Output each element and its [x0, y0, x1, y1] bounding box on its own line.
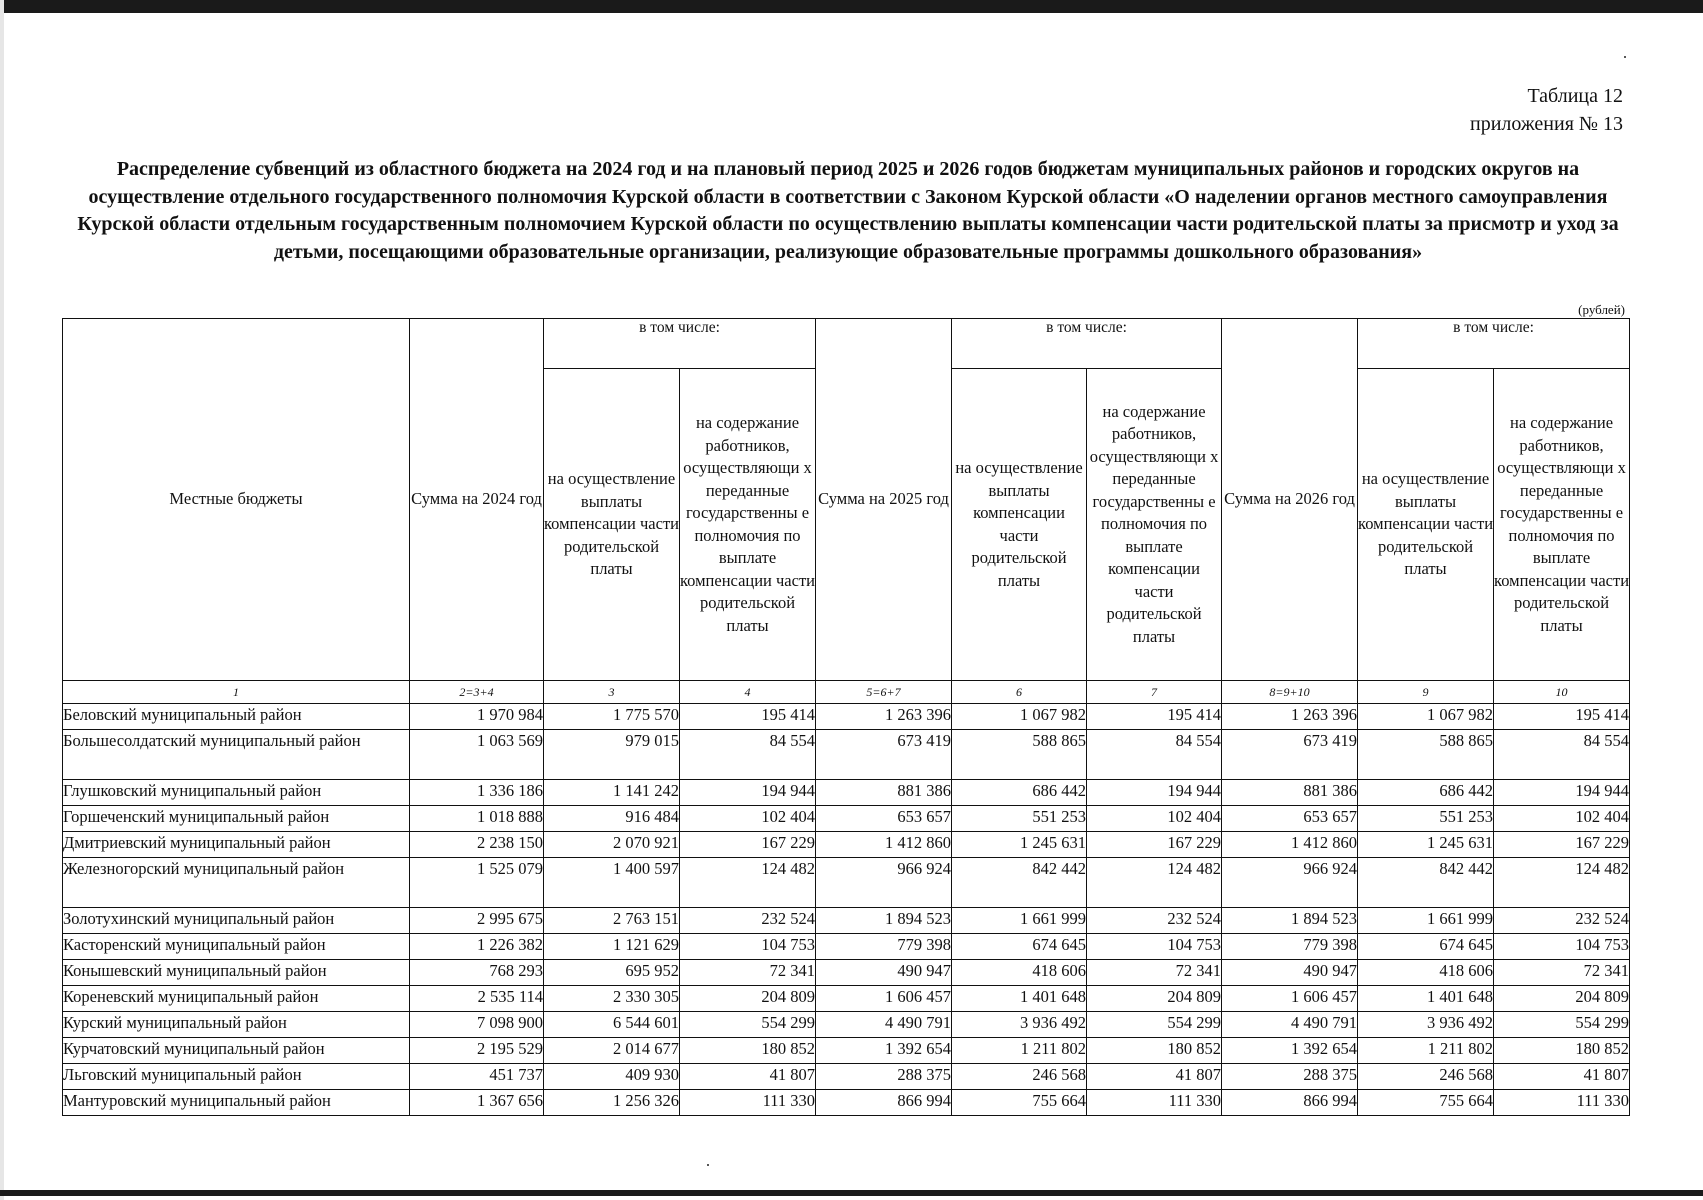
scan-speck — [707, 1164, 709, 1166]
column-number-5: 5=6+7 — [816, 681, 952, 704]
amount-cell: 554 299 — [1494, 1012, 1630, 1038]
amount-cell: 1 226 382 — [410, 934, 544, 960]
table-row — [63, 1090, 1630, 1116]
municipality-name: Конышевский муниципальный район — [63, 960, 410, 986]
table-row — [63, 934, 1630, 960]
municipality-name: Мантуровский муниципальный район — [63, 1090, 410, 1116]
amount-cell: 588 865 — [952, 730, 1087, 780]
amount-cell: 1 141 242 — [544, 780, 680, 806]
amount-cell: 842 442 — [952, 858, 1087, 908]
amount-cell: 554 299 — [1087, 1012, 1222, 1038]
amount-cell: 779 398 — [816, 934, 952, 960]
amount-cell: 1 121 629 — [544, 934, 680, 960]
amount-cell: 1 336 186 — [410, 780, 544, 806]
amount-cell: 1 263 396 — [816, 704, 952, 730]
column-number-7: 7 — [1087, 681, 1222, 704]
header-sum-2026: Сумма на 2026 год — [1222, 319, 1358, 681]
amount-cell: 102 404 — [1494, 806, 1630, 832]
amount-cell: 102 404 — [1087, 806, 1222, 832]
municipality-name: Льговский муниципальный район — [63, 1064, 410, 1090]
column-number-3: 3 — [544, 681, 680, 704]
municipality-name: Кореневский муниципальный район — [63, 986, 410, 1012]
municipality-name: Курский муниципальный район — [63, 1012, 410, 1038]
header-local-budgets: Местные бюджеты — [63, 319, 410, 681]
amount-cell: 167 229 — [1087, 832, 1222, 858]
amount-cell: 673 419 — [816, 730, 952, 780]
column-number-9: 9 — [1358, 681, 1494, 704]
header-staff-2025: на содержание работников, осуществляющи х переданные государственны е полномочия по выплате компенсации части родительской платы — [1087, 369, 1222, 681]
amount-cell: 167 229 — [680, 832, 816, 858]
header-sum-2025: Сумма на 2025 год — [816, 319, 952, 681]
header-staff-2026: на содержание работников, осуществляющи х переданные государственны е полномочия по выплате компенсации части родительской платы — [1494, 369, 1630, 681]
scan-border-bottom — [0, 1190, 1703, 1196]
amount-cell: 1 367 656 — [410, 1090, 544, 1116]
municipality-name: Глушковский муниципальный район — [63, 780, 410, 806]
amount-cell: 418 606 — [952, 960, 1087, 986]
amount-cell: 1 606 457 — [816, 986, 952, 1012]
table-row — [63, 908, 1630, 934]
amount-cell: 1 661 999 — [1358, 908, 1494, 934]
amount-cell: 1 256 326 — [544, 1090, 680, 1116]
amount-cell: 246 568 — [952, 1064, 1087, 1090]
amount-cell: 1 392 654 — [816, 1038, 952, 1064]
units-label: (рублей) — [1578, 302, 1625, 317]
amount-cell: 3 936 492 — [1358, 1012, 1494, 1038]
amount-cell: 195 414 — [1494, 704, 1630, 730]
amount-cell: 1 401 648 — [1358, 986, 1494, 1012]
table-row — [63, 858, 1630, 908]
amount-cell: 84 554 — [680, 730, 816, 780]
amount-cell: 232 524 — [1494, 908, 1630, 934]
amount-cell: 195 414 — [680, 704, 816, 730]
column-number-2: 2=3+4 — [410, 681, 544, 704]
amount-cell: 72 341 — [680, 960, 816, 986]
header-staff-2024: на содержание работников, осуществляющи х переданные государственны е полномочия по выплате компенсации части родительской платы — [680, 369, 816, 681]
amount-cell: 866 994 — [816, 1090, 952, 1116]
amount-cell: 1 412 860 — [816, 832, 952, 858]
amount-cell: 674 645 — [1358, 934, 1494, 960]
amount-cell: 695 952 — [544, 960, 680, 986]
amount-cell: 2 995 675 — [410, 908, 544, 934]
amount-cell: 2 238 150 — [410, 832, 544, 858]
table-row — [63, 1012, 1630, 1038]
amount-cell: 102 404 — [680, 806, 816, 832]
amount-cell: 124 482 — [1494, 858, 1630, 908]
amount-cell: 686 442 — [1358, 780, 1494, 806]
amount-cell: 686 442 — [952, 780, 1087, 806]
scan-border-top — [0, 0, 1703, 13]
amount-cell: 966 924 — [1222, 858, 1358, 908]
amount-cell: 84 554 — [1087, 730, 1222, 780]
amount-cell: 180 852 — [680, 1038, 816, 1064]
amount-cell: 842 442 — [1358, 858, 1494, 908]
column-number-8: 8=9+10 — [1222, 681, 1358, 704]
amount-cell: 72 341 — [1087, 960, 1222, 986]
amount-cell: 1 525 079 — [410, 858, 544, 908]
table-row — [63, 1064, 1630, 1090]
amount-cell: 588 865 — [1358, 730, 1494, 780]
amount-cell: 866 994 — [1222, 1090, 1358, 1116]
amount-cell: 768 293 — [410, 960, 544, 986]
amount-cell: 4 490 791 — [816, 1012, 952, 1038]
amount-cell: 418 606 — [1358, 960, 1494, 986]
municipality-name: Горшеченский муниципальный район — [63, 806, 410, 832]
table-row — [63, 806, 1630, 832]
amount-cell: 554 299 — [680, 1012, 816, 1038]
amount-cell: 41 807 — [680, 1064, 816, 1090]
municipality-name: Золотухинский муниципальный район — [63, 908, 410, 934]
amount-cell: 288 375 — [1222, 1064, 1358, 1090]
amount-cell: 204 809 — [680, 986, 816, 1012]
amount-cell: 167 229 — [1494, 832, 1630, 858]
amount-cell: 2 763 151 — [544, 908, 680, 934]
amount-cell: 194 944 — [1494, 780, 1630, 806]
table-row — [63, 780, 1630, 806]
municipality-name: Касторенский муниципальный район — [63, 934, 410, 960]
amount-cell: 1 970 984 — [410, 704, 544, 730]
column-number-4: 4 — [680, 681, 816, 704]
amount-cell: 755 664 — [1358, 1090, 1494, 1116]
scan-speck — [1624, 56, 1626, 58]
column-numbers-row — [63, 681, 1630, 704]
amount-cell: 1 894 523 — [816, 908, 952, 934]
table-reference — [1470, 82, 1623, 138]
header-sum-2024: Сумма на 2024 год — [410, 319, 544, 681]
municipality-name: Железногорский муниципальный район — [63, 858, 410, 908]
scan-border-left — [0, 0, 4, 1200]
appendix-label: приложения № 13 — [1469, 113, 1623, 135]
amount-cell: 1 067 982 — [1358, 704, 1494, 730]
amount-cell: 84 554 — [1494, 730, 1630, 780]
amount-cell: 2 330 305 — [544, 986, 680, 1012]
amount-cell: 1 401 648 — [952, 986, 1087, 1012]
amount-cell: 195 414 — [1087, 704, 1222, 730]
amount-cell: 1 263 396 — [1222, 704, 1358, 730]
municipality-name: Дмитриевский муниципальный район — [63, 832, 410, 858]
amount-cell: 111 330 — [1494, 1090, 1630, 1116]
table-row — [63, 960, 1630, 986]
column-number-10: 10 — [1494, 681, 1630, 704]
amount-cell: 180 852 — [1494, 1038, 1630, 1064]
header-compensation-2024: на осуществление выплаты компенсации части родительской платы — [544, 369, 680, 681]
amount-cell: 779 398 — [1222, 934, 1358, 960]
amount-cell: 111 330 — [680, 1090, 816, 1116]
amount-cell: 881 386 — [816, 780, 952, 806]
amount-cell: 104 753 — [1494, 934, 1630, 960]
amount-cell: 1 894 523 — [1222, 908, 1358, 934]
amount-cell: 41 807 — [1087, 1064, 1222, 1090]
amount-cell: 451 737 — [410, 1064, 544, 1090]
subvention-table — [62, 318, 1630, 1116]
amount-cell: 1 245 631 — [1358, 832, 1494, 858]
amount-cell: 490 947 — [1222, 960, 1358, 986]
amount-cell: 1 400 597 — [544, 858, 680, 908]
amount-cell: 551 253 — [1358, 806, 1494, 832]
amount-cell: 755 664 — [952, 1090, 1087, 1116]
amount-cell: 232 524 — [680, 908, 816, 934]
document-title: Распределение субвенций из областного бюджета на 2024 год и на плановый период 2025 и 2026 годов бюджетам муниципальных районов и городских округов на осуществление отдельного государственного полномочия Курской области в соответствии с Законом Курской области «О наделении органов местного самоуправления Курской области отдельным государственным полномочием Курской области по осуществлению выплаты компенсации части родительской платы за присмотр и уход за детьми, посещающими образовательные организации, реализующие образовательные программы дошкольного образования» — [77, 158, 1619, 263]
header-compensation-2026: на осуществление выплаты компенсации части родительской платы — [1358, 369, 1494, 681]
amount-cell: 4 490 791 — [1222, 1012, 1358, 1038]
amount-cell: 1 211 802 — [952, 1038, 1087, 1064]
amount-cell: 1 018 888 — [410, 806, 544, 832]
amount-cell: 194 944 — [680, 780, 816, 806]
amount-cell: 232 524 — [1087, 908, 1222, 934]
header-compensation-2025: на осуществление выплаты компенсации части родительской платы — [952, 369, 1087, 681]
amount-cell: 104 753 — [1087, 934, 1222, 960]
table-row — [63, 1038, 1630, 1064]
amount-cell: 1 211 802 — [1358, 1038, 1494, 1064]
amount-cell: 653 657 — [816, 806, 952, 832]
amount-cell: 204 809 — [1494, 986, 1630, 1012]
amount-cell: 180 852 — [1087, 1038, 1222, 1064]
amount-cell: 204 809 — [1087, 986, 1222, 1012]
amount-cell: 673 419 — [1222, 730, 1358, 780]
amount-cell: 7 098 900 — [410, 1012, 544, 1038]
amount-cell: 1 775 570 — [544, 704, 680, 730]
amount-cell: 881 386 — [1222, 780, 1358, 806]
column-number-1: 1 — [63, 681, 410, 704]
amount-cell: 1 063 569 — [410, 730, 544, 780]
amount-cell: 490 947 — [816, 960, 952, 986]
amount-cell: 979 015 — [544, 730, 680, 780]
amount-cell: 124 482 — [1087, 858, 1222, 908]
amount-cell: 551 253 — [952, 806, 1087, 832]
header-including-2024: в том числе: — [544, 319, 816, 369]
amount-cell: 246 568 — [1358, 1064, 1494, 1090]
amount-cell: 111 330 — [1087, 1090, 1222, 1116]
amount-cell: 6 544 601 — [544, 1012, 680, 1038]
amount-cell: 41 807 — [1494, 1064, 1630, 1090]
municipality-name: Курчатовский муниципальный район — [63, 1038, 410, 1064]
amount-cell: 916 484 — [544, 806, 680, 832]
amount-cell: 124 482 — [680, 858, 816, 908]
amount-cell: 1 412 860 — [1222, 832, 1358, 858]
table-row — [63, 832, 1630, 858]
amount-cell: 72 341 — [1494, 960, 1630, 986]
table-body — [63, 704, 1630, 1116]
amount-cell: 1 661 999 — [952, 908, 1087, 934]
table-label: Таблица 12 — [1527, 85, 1623, 107]
amount-cell: 1 067 982 — [952, 704, 1087, 730]
amount-cell: 966 924 — [816, 858, 952, 908]
table-row — [63, 704, 1630, 730]
amount-cell: 2 195 529 — [410, 1038, 544, 1064]
amount-cell: 2 535 114 — [410, 986, 544, 1012]
amount-cell: 409 930 — [544, 1064, 680, 1090]
amount-cell: 104 753 — [680, 934, 816, 960]
amount-cell: 653 657 — [1222, 806, 1358, 832]
amount-cell: 194 944 — [1087, 780, 1222, 806]
amount-cell: 1 606 457 — [1222, 986, 1358, 1012]
column-number-6: 6 — [952, 681, 1087, 704]
table-row — [63, 986, 1630, 1012]
header-including-2025: в том числе: — [952, 319, 1222, 369]
header-including-2026: в том числе: — [1358, 319, 1630, 369]
municipality-name: Большесолдатский муниципальный район — [63, 730, 410, 780]
table-row — [63, 730, 1630, 780]
amount-cell: 1 245 631 — [952, 832, 1087, 858]
amount-cell: 2 014 677 — [544, 1038, 680, 1064]
amount-cell: 3 936 492 — [952, 1012, 1087, 1038]
amount-cell: 2 070 921 — [544, 832, 680, 858]
amount-cell: 1 392 654 — [1222, 1038, 1358, 1064]
municipality-name: Беловский муниципальный район — [63, 704, 410, 730]
amount-cell: 674 645 — [952, 934, 1087, 960]
amount-cell: 288 375 — [816, 1064, 952, 1090]
